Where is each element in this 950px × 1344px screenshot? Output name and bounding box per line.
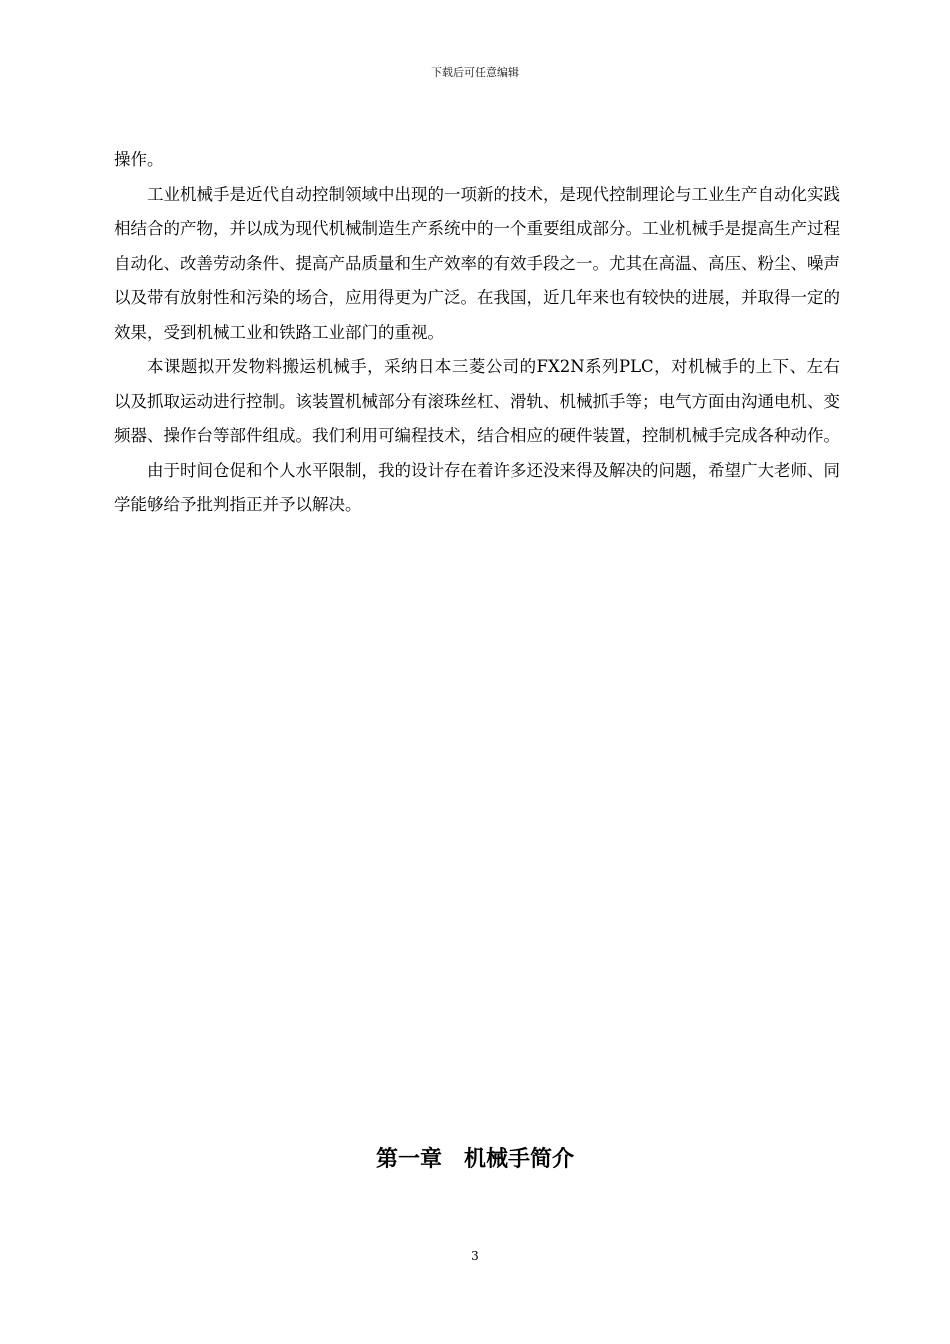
body-text xyxy=(114,143,840,523)
paragraph-industrial-robot: 工业机械手是近代自动控制领域中出现的一项新的技术，是现代控制理论与工业生产自动化实践相结合的产物，并以成为现代机械制造生产系统中的一个重要组成部分。工业机械手是提高生产过程自动化、改善劳动条件、提高产品质量和生产效率的有效手段之一。尤其在高温、高压、粉尘、噪声以及带有放射性和污染的场合，应用得更为广泛。在我国，近几年来也有较快的进展，并取得一定的效果，受到机械工业和铁路工业部门的重视。 xyxy=(114,184,840,342)
paragraph-project-scope: 本课题拟开发物料搬运机械手，采纳日本三菱公司的FX2N系列PLC，对机械手的上下、左右以及抓取运动进行控制。该装置机械部分有滚珠丝杠、滑轨、机械抓手等；电气方面由沟通电机、变频器、操作台等部件组成。我们利用可编程技术，结合相应的硬件装置，控制机械手完成各种动作。 xyxy=(114,357,840,445)
chapter-title: 第一章 机械手简介 xyxy=(375,1147,574,1172)
page-header: 下载后可任意编辑 xyxy=(431,66,519,79)
paragraph-acknowledgement: 由于时间仓促和个人水平限制，我的设计存在着许多还没来得及解决的问题，希望广大老师、同学能够给予批判指正并予以解决。 xyxy=(114,460,840,514)
page-number: 3 xyxy=(471,1249,479,1263)
paragraph-continuation: 操作。 xyxy=(114,150,164,169)
